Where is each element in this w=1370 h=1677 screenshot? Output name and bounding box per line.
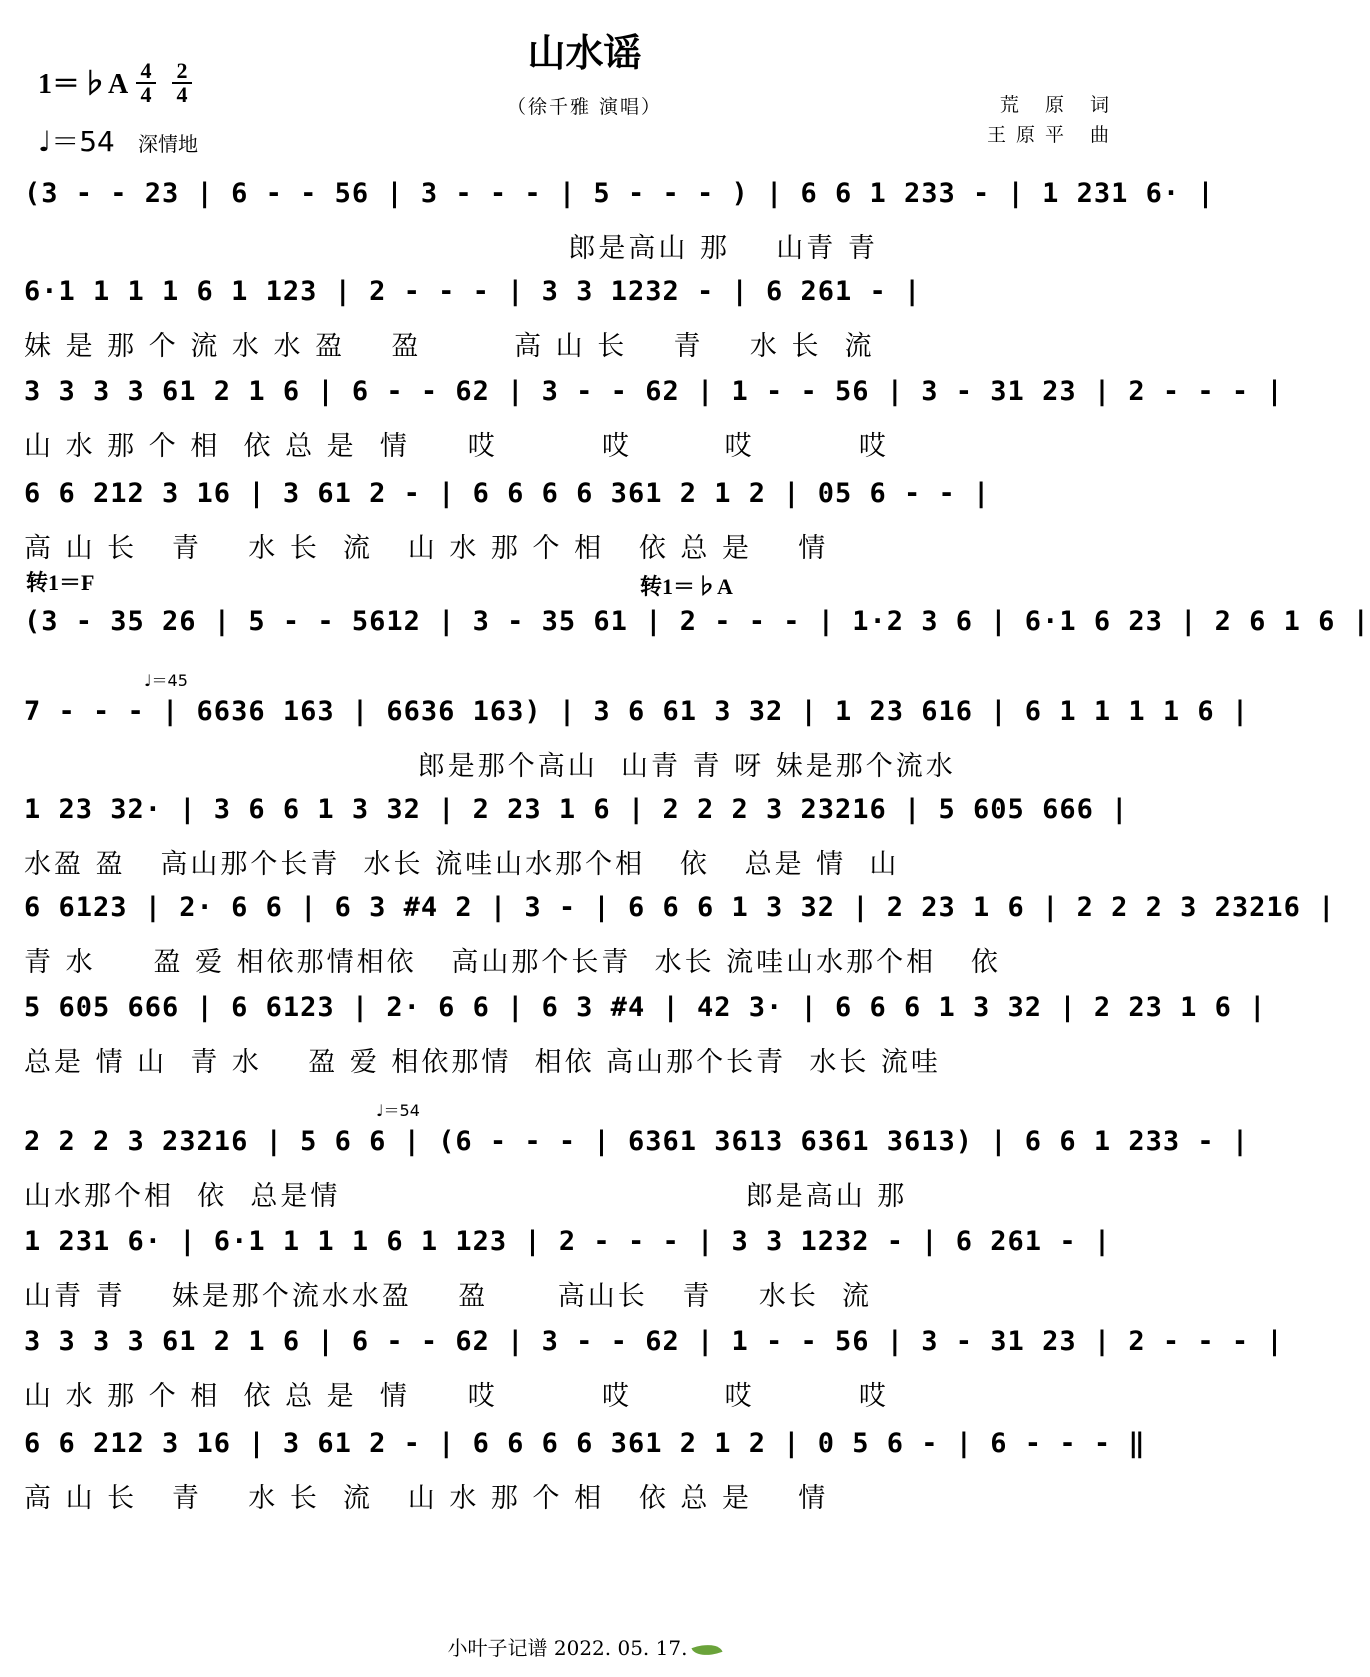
lyrics-row: 妹 是 那 个 流 水 水 盈 盈 高 山 长 青 水 长 流 bbox=[24, 331, 875, 362]
notation-row: 6·1 1 1 1 6 1 123 | 2 - - - | 3 3 1232 - | 6 261 - | bbox=[24, 276, 922, 307]
score-line-4 bbox=[0, 478, 1169, 578]
expression-marking: 深情地 bbox=[138, 132, 198, 156]
notation-row: (3 - 35 26 | 5 - - 5612 | 3 - 35 61 | 2 - - - | 1·2 3 6 | 6·1 6 23 | 2 6 1 6 | bbox=[24, 606, 1370, 637]
time-signature-2-4 bbox=[172, 60, 192, 106]
notation-row: 6 6123 | 2· 6 6 | 6 3 #4 2 | 3 - | 6 6 6 1 3 32 | 2 23 1 6 | 2 2 2 3 23216 | bbox=[24, 892, 1336, 923]
score-line-7 bbox=[0, 794, 1169, 894]
tempo-change-54: ♩＝54 bbox=[376, 1101, 420, 1120]
notation-row: 6 6 212 3 16 | 3 61 2 - | 6 6 6 6 361 2 1 2 | 0 5 6 - | 6 - - - ‖ bbox=[24, 1428, 1146, 1459]
meter-numerator: 2 bbox=[176, 58, 188, 83]
meter-denominator: 4 bbox=[176, 82, 188, 107]
notation-row: 5 605 666 | 6 6123 | 2· 6 6 | 6 3 #4 | 42 3· | 6 6 6 1 3 32 | 2 23 1 6 | bbox=[24, 992, 1267, 1023]
lyrics-row: 郎是高山 那 山青 青 bbox=[24, 233, 878, 264]
lyrics-row: 山 水 那 个 相 依 总 是 情 哎 哎 哎 哎 bbox=[24, 431, 889, 462]
notation-row: 1 23 32· | 3 6 6 1 3 32 | 2 23 1 6 | 2 2 2 3 23216 | 5 605 666 | bbox=[24, 794, 1129, 825]
singer-credit: （徐千雅 演唱） bbox=[506, 96, 663, 118]
modulation-to-a-flat: 转1＝♭A bbox=[640, 574, 733, 599]
lyrics-row: 高 山 长 青 水 长 流 山 水 那 个 相 依 总 是 情 bbox=[24, 1483, 829, 1514]
score-line-8 bbox=[0, 892, 1336, 992]
lyrics-row: 山青 青 妹是那个流水水盈 盈 高山长 青 水长 流 bbox=[24, 1281, 872, 1312]
lyrics-row: 郎是那个高山 山青 青 呀 妹是那个流水 bbox=[24, 751, 956, 782]
notation-row: 6 6 212 3 16 | 3 61 2 - | 6 6 6 6 361 2 1 2 | 05 6 - - | bbox=[24, 478, 991, 509]
lyrics-row: 高 山 长 青 水 长 流 山 水 那 个 相 依 总 是 情 bbox=[24, 533, 829, 564]
composer-credit: 王原平 曲 bbox=[986, 124, 1119, 146]
notation-row: 3 3 3 3 61 2 1 6 | 6 - - 62 | 3 - - 62 | 1 - - 56 | 3 - 31 23 | 2 - - - | bbox=[24, 1326, 1284, 1357]
notation-row: 7 - - - | 6636 163 | 6636 163) | 3 6 61 3 32 | 1 23 616 | 6 1 1 1 1 6 | bbox=[24, 696, 1250, 727]
lyrics-row: 水盈 盈 高山那个长青 水长 流哇山水那个相 依 总是 情 山 bbox=[24, 849, 900, 880]
score-line-13 bbox=[0, 1428, 1169, 1528]
score-line-6 bbox=[0, 696, 1250, 796]
notation-row: 2 2 2 3 23216 | 5 6 6 | (6 - - - | 6361 3613 6361 3613) | 6 6 1 233 - | bbox=[24, 1126, 1250, 1157]
time-signature-4-4 bbox=[136, 60, 156, 106]
meter-denominator: 4 bbox=[140, 82, 152, 107]
score-line-10 bbox=[0, 1126, 1250, 1226]
lyrics-row: 山水那个相 依 总是情 郎是高山 那 bbox=[24, 1181, 908, 1212]
transcriber-footer bbox=[0, 1632, 1169, 1661]
footer-text: 小叶子记谱 2022. 05. 17. bbox=[447, 1636, 688, 1660]
lyrics-row: 青 水 盈 爱 相依那情相依 高山那个长青 水长 流哇山水那个相 依 bbox=[24, 947, 1001, 978]
notation-row: 1 231 6· | 6·1 1 1 1 6 1 123 | 2 - - - | 3 3 1232 - | 6 261 - | bbox=[24, 1226, 1112, 1257]
lyrics-row: 山 水 那 个 相 依 总 是 情 哎 哎 哎 哎 bbox=[24, 1381, 889, 1412]
meter-numerator: 4 bbox=[140, 58, 152, 83]
score-line-11 bbox=[0, 1226, 1169, 1326]
score-line-1 bbox=[0, 178, 1215, 278]
song-title: 山水谣 bbox=[527, 31, 642, 75]
lyricist-credit: 荒 原 词 bbox=[999, 94, 1119, 116]
tempo-change-45: ♩＝45 bbox=[144, 671, 188, 690]
score-line-12 bbox=[0, 1326, 1284, 1426]
score-line-5 bbox=[0, 606, 1370, 706]
lyrics-row: 总是 情 山 青 水 盈 爱 相依那情 相依 高山那个长青 水长 流哇 bbox=[24, 1047, 941, 1078]
notation-row: (3 - - 23 | 6 - - 56 | 3 - - - | 5 - - - ) | 6 6 1 233 - | 1 231 6· | bbox=[24, 178, 1215, 209]
key-signature: 1＝♭A bbox=[38, 69, 129, 100]
score-line-9 bbox=[0, 992, 1267, 1092]
score-line-3 bbox=[0, 376, 1284, 476]
score-line-2 bbox=[0, 276, 1169, 376]
leaf-icon bbox=[692, 1638, 723, 1661]
modulation-to-f: 转1＝F bbox=[26, 570, 95, 595]
tempo-marking: ♩＝54 bbox=[38, 125, 115, 158]
notation-row: 3 3 3 3 61 2 1 6 | 6 - - 62 | 3 - - 62 | 1 - - 56 | 3 - 31 23 | 2 - - - | bbox=[24, 376, 1284, 407]
